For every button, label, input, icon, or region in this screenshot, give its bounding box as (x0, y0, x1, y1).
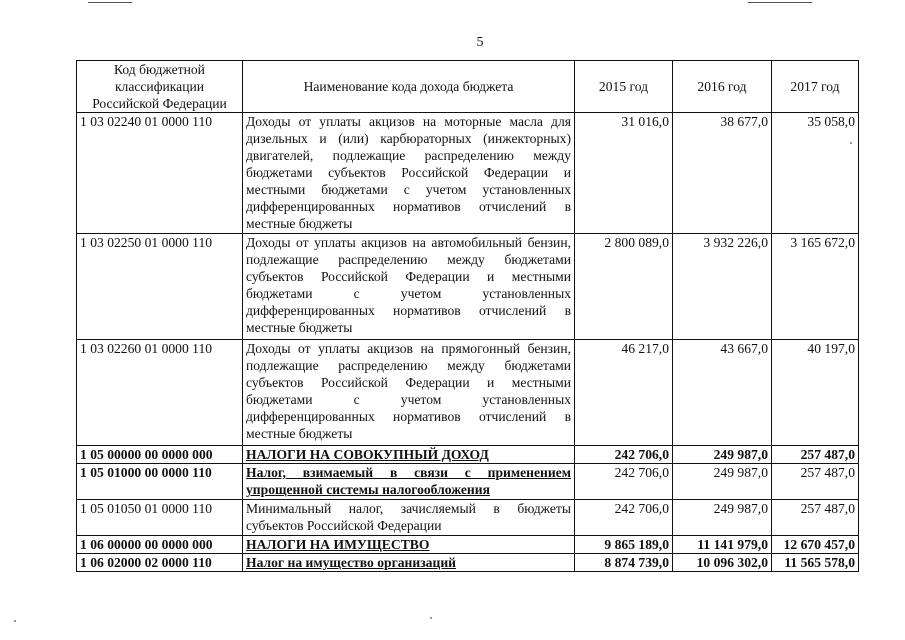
header-2017: 2017 год (772, 61, 859, 113)
page-number: 5 (476, 35, 484, 50)
table-row (77, 234, 859, 340)
header-name: Наименование кода дохода бюджета (243, 61, 575, 113)
row-value-2015: 31 016,0 (575, 113, 673, 234)
table-row (77, 554, 859, 572)
row-name: НАЛОГИ НА СОВОКУПНЫЙ ДОХОД (243, 446, 575, 464)
table-row (77, 464, 859, 500)
row-code: 1 06 02000 02 0000 110 (77, 554, 243, 572)
row-code: 1 06 00000 00 0000 000 (77, 536, 243, 554)
row-value-2016: 43 667,0 (673, 340, 772, 446)
row-code: 1 05 00000 00 0000 000 (77, 446, 243, 464)
row-value-2017: 257 487,0 (772, 464, 859, 500)
row-value-2015: 242 706,0 (575, 500, 673, 536)
top-edge-mark (748, 2, 812, 3)
row-value-2016: 249 987,0 (673, 500, 772, 536)
row-name: Налог, взимаемый в связи с применением упрощенной системы налогообложения (243, 464, 575, 500)
row-value-2016: 3 932 226,0 (673, 234, 772, 340)
row-value-2015: 46 217,0 (575, 340, 673, 446)
header-row (77, 61, 859, 113)
header-2015: 2015 год (575, 61, 673, 113)
row-code: 1 03 02260 01 0000 110 (77, 340, 243, 446)
row-value-2015: 8 874 739,0 (575, 554, 673, 572)
header-2016: 2016 год (673, 61, 772, 113)
row-name: Минимальный налог, зачисляемый в бюджеты субъектов Российской Федерации (243, 500, 575, 536)
row-value-2015: 9 865 189,0 (575, 536, 673, 554)
row-name: Налог на имущество организаций (243, 554, 575, 572)
top-edge-mark (88, 2, 132, 3)
row-name: НАЛОГИ НА ИМУЩЕСТВО (243, 536, 575, 554)
row-value-2016: 38 677,0 (673, 113, 772, 234)
row-value-2017: 35 058,0 (772, 113, 859, 234)
table-row (77, 500, 859, 536)
row-value-2016: 10 096 302,0 (673, 554, 772, 572)
row-value-2015: 242 706,0 (575, 446, 673, 464)
row-value-2017: 3 165 672,0 (772, 234, 859, 340)
budget-revenue-table (76, 60, 859, 572)
table-row (77, 340, 859, 446)
row-name: Доходы от уплаты акцизов на прямогонный бензин, подлежащие распределению между бюджетами субъектов Российской Федерации и местными бюджетами с учетом установленных дифференцированных нормативов отчислений в местные бюджеты (243, 340, 575, 446)
row-value-2015: 242 706,0 (575, 464, 673, 500)
row-value-2016: 249 987,0 (673, 446, 772, 464)
row-name: Доходы от уплаты акцизов на моторные масла для дизельных и (или) карбюраторных (инжекторных) двигателей, подлежащие распределению между бюджетами субъектов Российской Федерации и местными бюджетами с учетом установленных дифференцированных нормативов отчислений в местные бюджеты (243, 113, 575, 234)
scan-speck (850, 142, 852, 144)
table-row (77, 536, 859, 554)
header-code: Код бюджетной классификации Российской Федерации (77, 61, 243, 113)
row-code: 1 05 01050 01 0000 110 (77, 500, 243, 536)
scan-speck (430, 617, 432, 619)
row-value-2016: 249 987,0 (673, 464, 772, 500)
row-value-2015: 2 800 089,0 (575, 234, 673, 340)
row-value-2017: 257 487,0 (772, 446, 859, 464)
row-value-2016: 11 141 979,0 (673, 536, 772, 554)
row-value-2017: 257 487,0 (772, 500, 859, 536)
scan-speck (14, 620, 16, 622)
row-value-2017: 11 565 578,0 (772, 554, 859, 572)
row-value-2017: 12 670 457,0 (772, 536, 859, 554)
table-row (77, 113, 859, 234)
row-code: 1 03 02240 01 0000 110 (77, 113, 243, 234)
row-code: 1 05 01000 00 0000 110 (77, 464, 243, 500)
table-row (77, 446, 859, 464)
row-value-2017: 40 197,0 (772, 340, 859, 446)
row-name: Доходы от уплаты акцизов на автомобильный бензин, подлежащие распределению между бюджетами субъектов Российской Федерации и местными бюджетами с учетом установленных дифференцированных нормативов отчислений в местные бюджеты (243, 234, 575, 340)
row-code: 1 03 02250 01 0000 110 (77, 234, 243, 340)
